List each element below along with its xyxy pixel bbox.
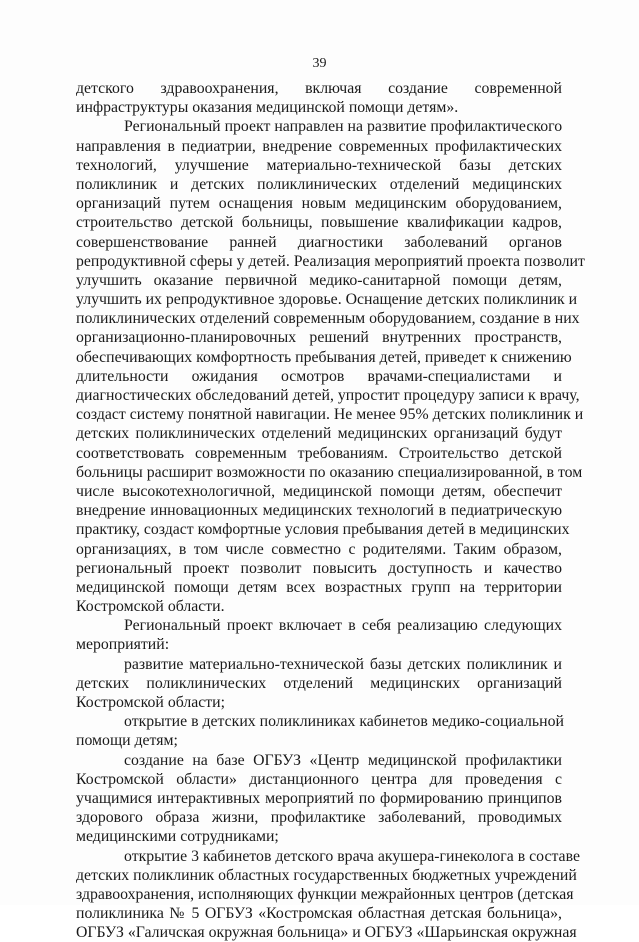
page-number: 39 xyxy=(312,56,327,71)
text-line: медицинской помощи детям всех возрастных групп на территории xyxy=(76,578,562,596)
text-line: помощи детям; xyxy=(76,732,178,750)
text-line: обеспечивающих комфортность пребывания детей, приведет к снижению xyxy=(76,348,572,366)
text-line: детских поликлинических отделений медицинских организаций xyxy=(76,674,562,692)
text-line: региональный проект позволит повысить доступность и качество xyxy=(76,559,562,577)
text-line: Региональный проект направлен на развитие профилактического xyxy=(124,118,563,136)
text-line: поликлинических отделений современным оборудованием, создание в них xyxy=(76,310,580,328)
text-line: открытие 3 кабинетов детского врача акушера-гинеколога в составе xyxy=(124,847,580,865)
text-line: Костромской области. xyxy=(76,598,225,616)
text-line: направления в педиатрии, внедрение современных профилактических xyxy=(76,137,562,155)
text-line: организационно-планировочных решений внутренних пространств, xyxy=(76,329,562,347)
text-line: улучшить их репродуктивное здоровье. Оснащение детских поликлиник и xyxy=(76,291,578,309)
text-line: Региональный проект включает в себя реализацию следующих xyxy=(124,617,562,635)
text-line: ОГБУЗ «Галичская окружная больница» и ОГБУЗ «Шарьинская окружная xyxy=(76,924,577,942)
text-line: организациях, в том числе совместно с родителями. Таким образом, xyxy=(76,540,562,558)
text-line: внедрение инновационных медицинских технологий в педиатрическую xyxy=(76,502,562,520)
text-line: улучшить оказание первичной медико-санитарной помощи детям, xyxy=(76,271,562,289)
text-line: инфраструктуры оказания медицинской помощи детям». xyxy=(76,99,459,117)
text-line: медицинскими сотрудниками; xyxy=(76,828,279,846)
text-line: поликлиника № 5 ОГБУЗ «Костромская областная детская больница», xyxy=(76,905,562,923)
text-line: детских поликлинических отделений медицинских организаций будут xyxy=(76,425,562,443)
body-text xyxy=(76,79,585,942)
text-line: открытие в детских поликлиниках кабинетов медико-социальной xyxy=(124,713,564,731)
text-line: диагностических обследований детей, упростит процедуру записи к врачу, xyxy=(76,387,580,404)
text-line: развитие материально-технической базы детских поликлиник и xyxy=(124,655,562,673)
text-line: поликлиник и детских поликлинических отделений медицинских xyxy=(76,175,562,193)
text-line: здорового образа жизни, профилактике заболеваний, проводимых xyxy=(76,809,562,827)
text-line: организаций путем оснащения новым медицинским оборудованием, xyxy=(76,195,562,213)
text-line: здравоохранения, исполняющих функции межрайонных центров (детская xyxy=(76,885,574,903)
text-line: практику, создаст комфортные условия пребывания детей в медицинских xyxy=(76,521,570,539)
text-line: строительство детской больницы, повышение квалификации кадров, xyxy=(76,214,562,232)
text-line: учащимися интерактивных мероприятий по формированию принципов xyxy=(76,789,562,807)
text-line: технологий, улучшение материально-технической базы детских xyxy=(76,156,562,174)
text-line: Костромской области; xyxy=(76,694,226,711)
text-line: больницы расширит возможности по оказанию специализированной, в том xyxy=(76,463,583,481)
text-line: детского здравоохранения, включая создание современной xyxy=(76,80,562,97)
text-line: соответствовать современным требованиям. Строительство детской xyxy=(76,444,562,462)
text-line: мероприятий: xyxy=(76,636,170,654)
text-line: создаст систему понятной навигации. Не менее 95% детских поликлиник и xyxy=(76,406,584,424)
text-line: Костромской области» дистанционного центра для проведения с xyxy=(76,770,562,788)
text-line: длительности ожидания осмотров врачами-специалистами и xyxy=(76,367,562,385)
text-line: числе высокотехнологичной, медицинской помощи детям, обеспечит xyxy=(76,482,562,500)
text-line: детских поликлиник областных государственных бюджетных учреждений xyxy=(76,866,577,884)
text-line: совершенствование ранней диагностики заболеваний органов xyxy=(76,233,562,251)
text-line: создание на базе ОГБУЗ «Центр медицинской профилактики xyxy=(124,751,562,769)
text-line: репродуктивной сферы у детей. Реализация мероприятий проекта позволит xyxy=(76,252,585,270)
